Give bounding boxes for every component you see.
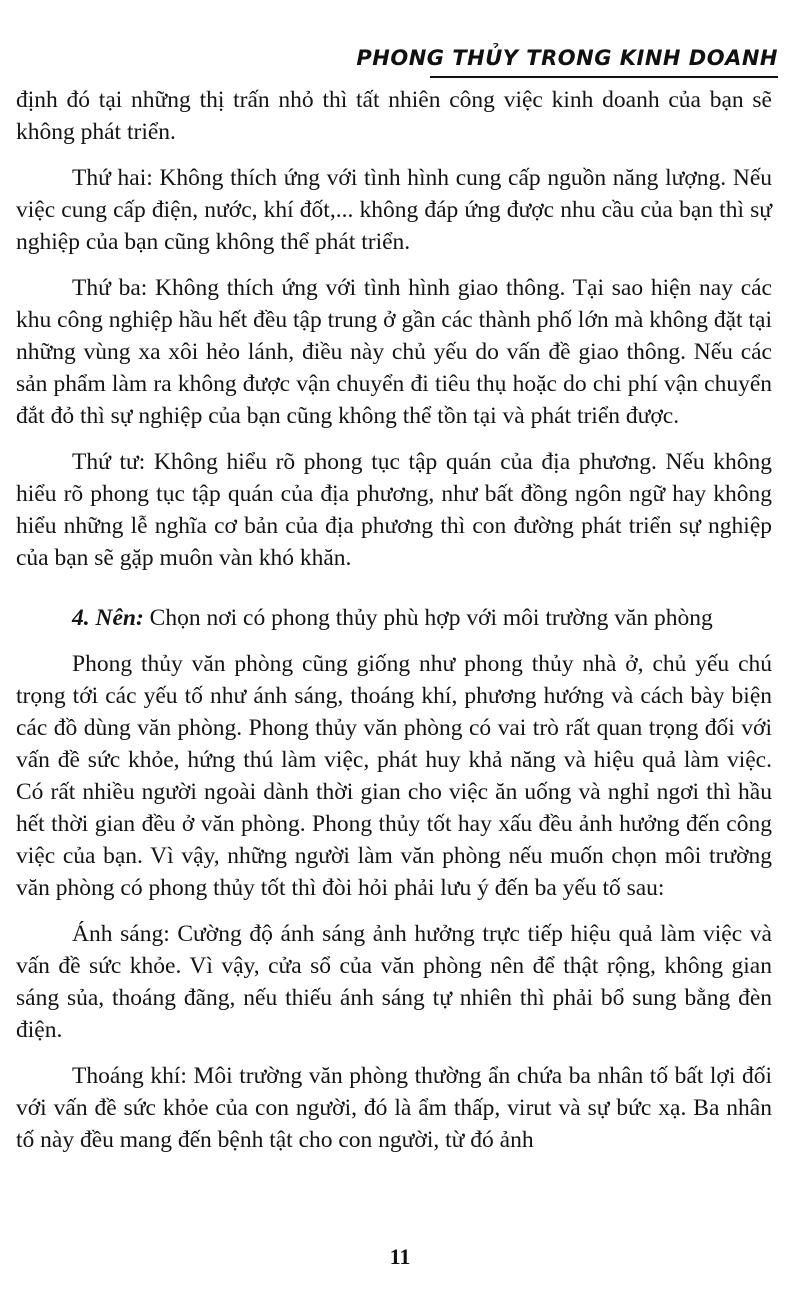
paragraph-thoang-khi: Thoáng khí: Môi trường văn phòng thường ẩn chứa ba nhân tố bất lợi đối với vấn đề sức khỏe của con người, đó là ẩm thấp, virut và sự bức xạ. Ba nhân tố này đều mang đến bệnh tật cho con người, từ đó ảnh <box>16 1063 772 1153</box>
paragraph-continuation: định đó tại những thị trấn nhỏ thì tất nhiên công việc kinh doanh của bạn sẽ không phát triển. <box>16 87 772 145</box>
running-header: PHONG THỦY TRONG KINH DOANH <box>356 46 778 70</box>
paragraph-thu-hai: Thứ hai: Không thích ứng với tình hình cung cấp nguồn năng lượng. Nếu việc cung cấp điện, nước, khí đốt,... không đáp ứng được nhu cầu của bạn thì sự nghiệp của bạn cũng không thể phát triển. <box>16 165 772 255</box>
section-number: 4. Nên: <box>72 605 144 631</box>
page-body <box>16 84 772 1170</box>
header-rule <box>430 76 778 78</box>
section-heading-4 <box>16 602 772 634</box>
paragraph-phong-thuy-van-phong: Phong thủy văn phòng cũng giống như phong thủy nhà ở, chủ yếu chú trọng tới các yếu tố như ánh sáng, thoáng khí, phương hướng và cách bày biện các đồ dùng văn phòng. Phong thủy văn phòng có vai trò rất quan trọng đối với vấn đề sức khỏe, hứng thú làm việc, phát huy khả năng và hiệu quả làm việc. Có rất nhiều người ngoài dành thời gian cho việc ăn uống và nghỉ ngơi thì hầu hết thời gian đều ở văn phòng. Phong thủy tốt hay xấu đều ảnh hưởng đến công việc của bạn. Vì vậy, những người làm văn phòng nếu muốn chọn môi trường văn phòng có phong thủy tốt thì đòi hỏi phải lưu ý đến ba yếu tố sau: <box>16 651 772 901</box>
paragraph-thu-ba: Thứ ba: Không thích ứng với tình hình giao thông. Tại sao hiện nay các khu công nghiệp hầu hết đều tập trung ở gần các thành phố lớn mà không đặt tại những vùng xa xôi hẻo lánh, điều này chủ yếu do vấn đề giao thông. Nếu các sản phẩm làm ra không được vận chuyển đi tiêu thụ hoặc do chi phí vận chuyển đắt đỏ thì sự nghiệp của bạn cũng không thể tồn tại và phát triển được. <box>16 275 772 429</box>
paragraph-thu-tu: Thứ tư: Không hiểu rõ phong tục tập quán của địa phương. Nếu không hiểu rõ phong tục tập quán của địa phương, như bất đồng ngôn ngữ hay không hiểu những lễ nghĩa cơ bản của địa phương thì con đường phát triển sự nghiệp của bạn sẽ gặp muôn vàn khó khăn. <box>16 449 772 571</box>
paragraph-anh-sang: Ánh sáng: Cường độ ánh sáng ảnh hưởng trực tiếp hiệu quả làm việc và vấn đề sức khỏe. Vì vậy, cửa sổ của văn phòng nên để thật rộng, không gian sáng sủa, thoáng đãng, nếu thiếu ánh sáng tự nhiên thì phải bổ sung bằng đèn điện. <box>16 921 772 1043</box>
section-heading-text: Chọn nơi có phong thủy phù hợp với môi trường văn phòng <box>143 605 713 631</box>
page-number: 11 <box>389 1244 411 1269</box>
